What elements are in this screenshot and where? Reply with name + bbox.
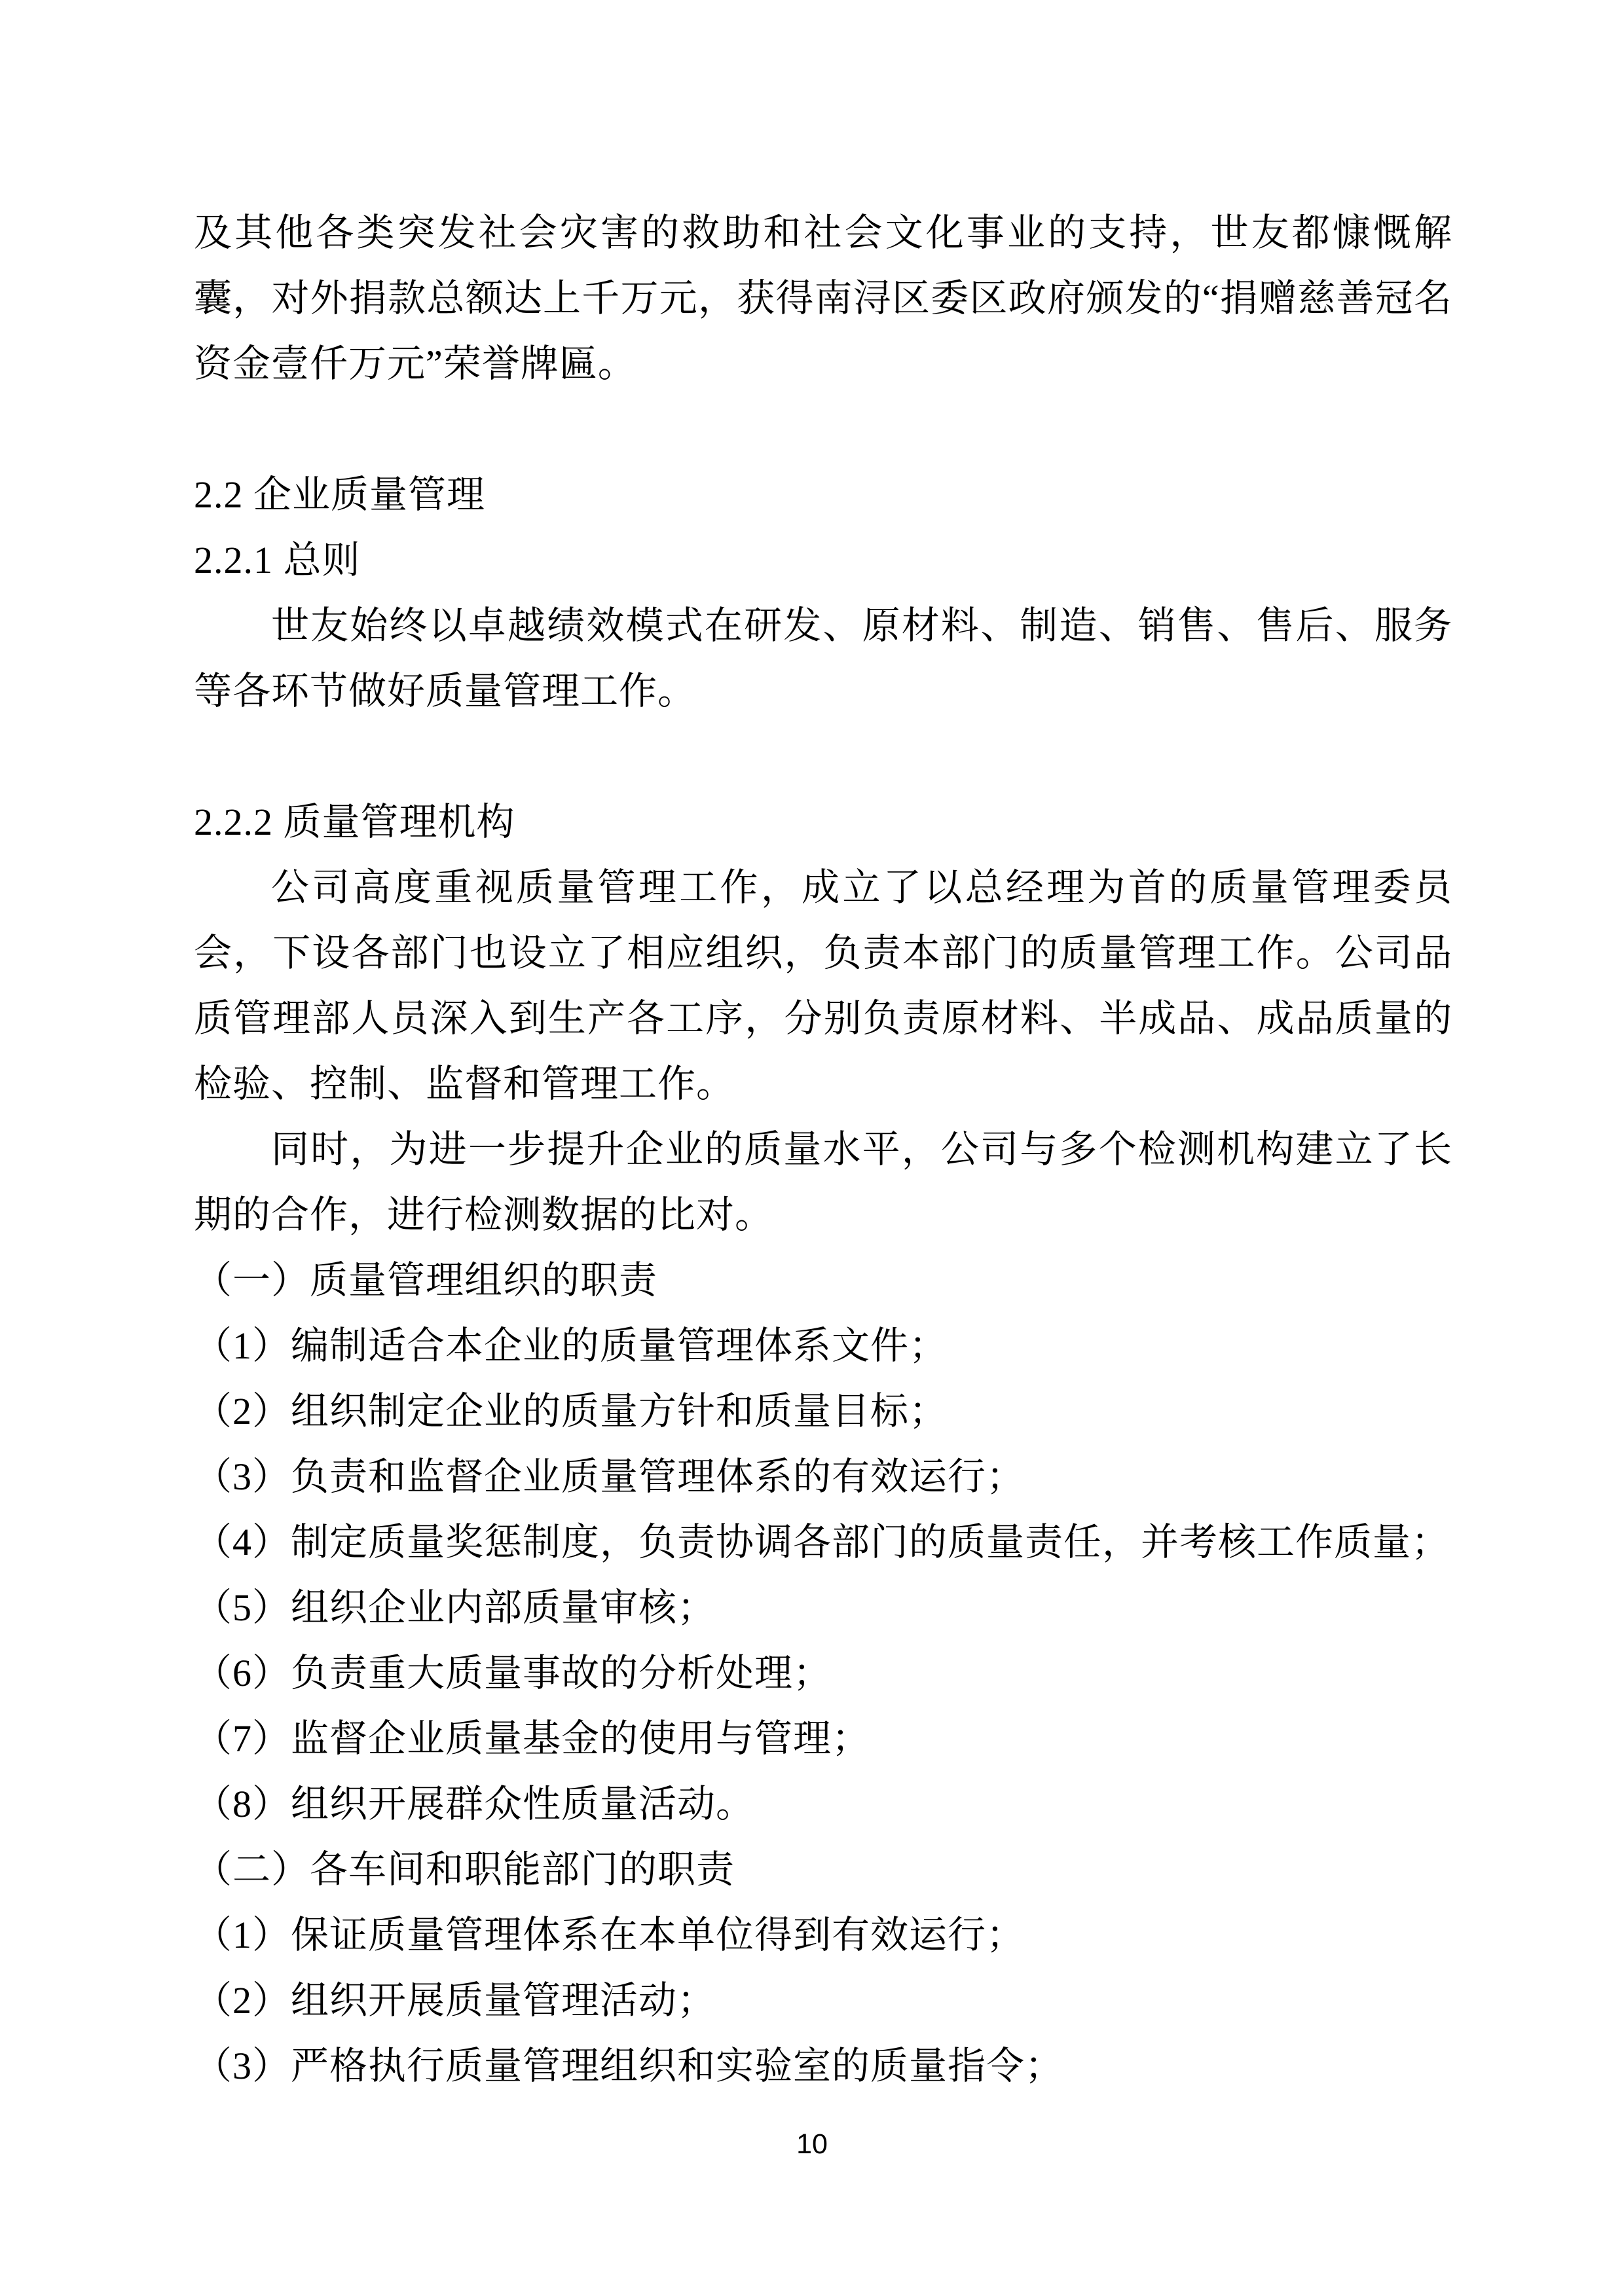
paragraph-quality-committee: 公司高度重视质量管理工作，成立了以总经理为首的质量管理委员会，下设各部门也设立了相应组织，负责本部门的质量管理工作。公司品质管理部人员深入到生产各工序，分别负责原材料、半成品、成品质量的检验、控制、监督和管理工作。 [194, 866, 1452, 1105]
list-item-2: （2）组织制定企业的质量方针和质量目标； [194, 1390, 948, 1432]
blank-line [194, 724, 1452, 790]
heading-2-2-2: 2.2.2 质量管理机构 [194, 801, 515, 843]
list-item-5: （5）组织企业内部质量审核； [194, 1586, 716, 1629]
list-item-8: （8）组织开展群众性质量活动。 [194, 1783, 755, 1825]
list-item-7: （7）监督企业质量基金的使用与管理； [194, 1717, 871, 1760]
paragraph-charity-donation: 及其他各类突发社会灾害的救助和社会文化事业的支持，世友都慷慨解囊，对外捐款总额达上千万元，获得南浔区委区政府颁发的“捐赠慈善冠名资金壹仟万元”荣誉牌匾。 [194, 211, 1452, 385]
list-item-3: （3）负责和监督企业质量管理体系的有效运行； [194, 1455, 1025, 1498]
heading-2-2-1: 2.2.1 总则 [194, 539, 361, 581]
subheading-duties-quality-org: （一）质量管理组织的职责 [194, 1259, 658, 1302]
heading-2-2: 2.2 企业质量管理 [194, 473, 486, 516]
dept-list-item-1: （1）保证质量管理体系在本单位得到有效运行； [194, 1914, 1025, 1956]
list-item-1: （1）编制适合本企业的质量管理体系文件； [194, 1324, 948, 1367]
list-item-6: （6）负责重大质量事故的分析处理； [194, 1652, 832, 1694]
page-number: 10 [796, 2128, 828, 2160]
dept-list-item-3: （3）严格执行质量管理组织和实验室的质量指令； [194, 2045, 1064, 2087]
list-item-4: （4）制定质量奖惩制度，负责协调各部门的质量责任，并考核工作质量； [194, 1521, 1450, 1563]
paragraph-general-principles: 世友始终以卓越绩效模式在研发、原材料、制造、销售、售后、服务等各环节做好质量管理工作。 [194, 604, 1452, 712]
document-body [194, 200, 1452, 2099]
dept-list-item-2: （2）组织开展质量管理活动； [194, 1979, 716, 2022]
subheading-duties-departments: （二）各车间和职能部门的职责 [194, 1848, 735, 1891]
blank-line [194, 397, 1452, 462]
paragraph-testing-cooperation: 同时，为进一步提升企业的质量水平，公司与多个检测机构建立了长期的合作，进行检测数据的比对。 [194, 1128, 1452, 1236]
